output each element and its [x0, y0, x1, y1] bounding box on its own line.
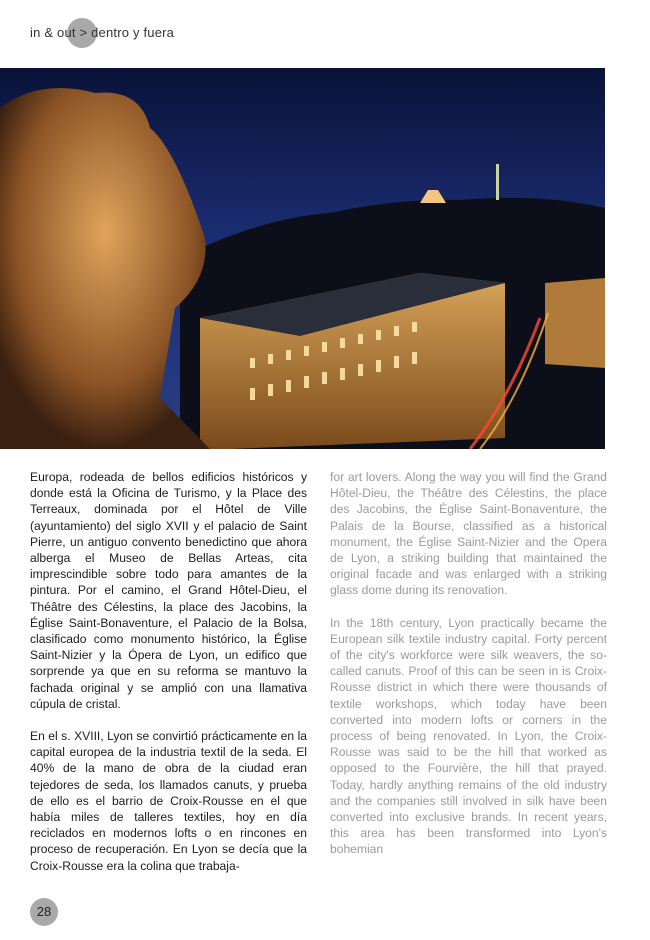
lyon-night-photo: [0, 68, 605, 449]
paragraph: Europa, rodeada de bellos edificios históricos y donde está la Oficina de Turismo, y la Place des Terreaux, dominada por el Hôtel de Ville (ayuntamiento) del siglo XVII y el palacio de Saint Pierre, un antiguo convento benedictino que ahora alberga el Museo de Bellas Arteas, cita imprescindible sobre todo para amantes de la pintura. Por el camino, el Grand Hôtel-Dieu, el Théâtre des Célestins, la place des Jacobins, la Église Saint-Bonaventure, el Palacio de la Bolsa, clasificado como monumento histórico, la Église Saint-Nizier y la Ópera de Lyon, un edifico que sorprende ya que en su reforma se mantuvo la fachada original y se amplió con una llamativa cúpula de cristal.: [30, 470, 307, 711]
page-number: 28: [30, 898, 58, 926]
photo-illustration: [0, 68, 605, 449]
article-column-english: [330, 469, 607, 874]
article-column-spanish: [30, 469, 307, 890]
section-label: in & out > dentro y fuera: [30, 25, 175, 40]
paragraph: for art lovers. Along the way you will find the Grand Hôtel-Dieu, the Théâtre des Célestins, the place des Jacobins, the Église Saint-Bonaventure, the Palais de la Bourse, classified as a historical monument, the Église Saint-Nizier and the Opera de Lyon, a striking building that maintained the original facade and was enlarged with a striking glass dome during its renovation.: [330, 470, 607, 598]
paragraph: In the 18th century, Lyon practically became the European silk textile industry capital. Forty percent of the city's workforce were silk weavers, the so-called canuts. Proof of this can be seen in is Croix-Rousse district in which there were thousands of textile workshops, which today have been converted into modern lofts or corners in the process of being renovated. In Lyon, the Croix-Rousse was said to be the hill that worked as opposed to the Fourvière, the hill that prayed. Today, hardly anything remains of the old industry and the companies still involved in silk have been converted into exclusive brands. In recent years, this area has been transformed into Lyon's bohemian: [330, 615, 607, 857]
paragraph: En el s. XVIII, Lyon se convirtió prácticamente en la capital europea de la industria textil de la seda. El 40% de la mano de obra de la ciudad eran tejedores de seda, los llamados canuts, y prueba de ello es el barrio de Croix-Rousse en el que había miles de talleres textiles, hoy en día reciclados en modernos lofts o en rincones en proceso de recuperación. En Lyon se decía que la Croix-Rousse era la colina que trabaja-: [30, 729, 307, 873]
